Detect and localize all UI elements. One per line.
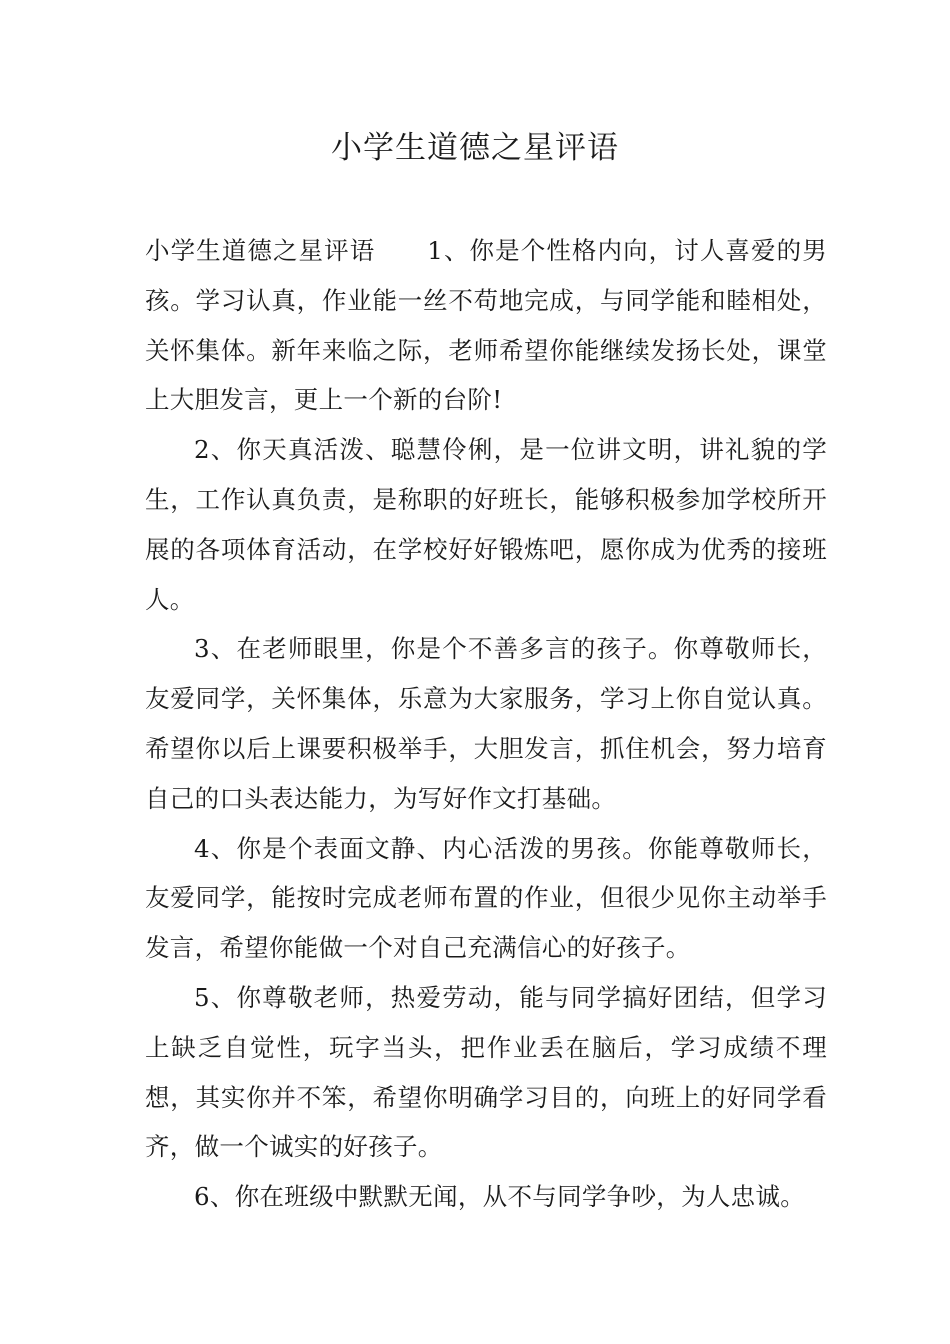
paragraph-4: 4、你是个表面文静、内心活泼的男孩。你能尊敬师长，友爱同学，能按时完成老师布置的作业，但很少见你主动举手发言，希望你能做一个对自己充满信心的好孩子。 [145,833,827,963]
paragraph-6: 6、你在班级中默默无闻，从不与同学争吵，为人忠诚。 [194,1182,806,1212]
paragraph-1-text: 1、你是个性格内向，讨人喜爱的男孩。学习认真，作业能一丝不苟地完成，与同学能和睦相处，关怀集体。新年来临之际，老师希望你能继续发扬长处，课堂上大胆发言，更上一个新的台阶! [145,236,827,415]
document-body [145,226,827,1222]
paragraph-2: 2、你天真活泼、聪慧伶俐，是一位讲文明，讲礼貌的学生，工作认真负责，是称职的好班长，能够积极参加学校所开展的各项体育活动，在学校好好锻炼吧，愿你成为优秀的接班人。 [145,435,827,614]
document-title: 小学生道德之星评语 [331,130,619,166]
paragraph-3: 3、在老师眼里，你是个不善多言的孩子。你尊敬师长，友爱同学，关怀集体，乐意为大家服务，学习上你自觉认真。希望你以后上课要积极举手，大胆发言，抓住机会，努力培育自己的口头表达能力，为写好作文打基础。 [145,634,827,813]
paragraph-5: 5、你尊敬老师，热爱劳动，能与同学搞好团结，但学习上缺乏自觉性，玩字当头，把作业丢在脑后，学习成绩不理想，其实你并不笨，希望你明确学习目的，向班上的好同学看齐，做一个诚实的好孩子。 [145,982,827,1162]
paragraph-1 [145,226,827,425]
intro-heading: 小学生道德之星评语 [145,236,376,265]
